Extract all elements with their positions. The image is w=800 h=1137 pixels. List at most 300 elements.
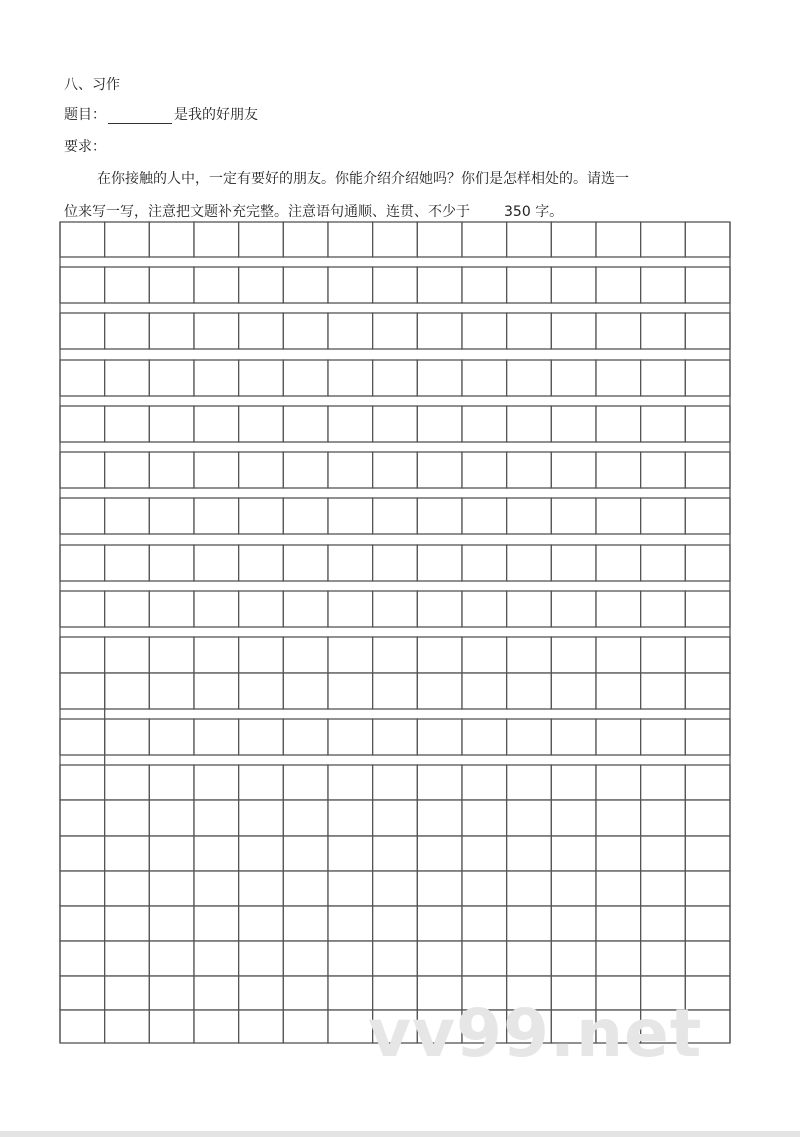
grid-cell[interactable] bbox=[685, 906, 730, 941]
grid-cell[interactable] bbox=[373, 836, 418, 871]
grid-cell[interactable] bbox=[194, 976, 239, 1010]
grid-cell[interactable] bbox=[60, 360, 105, 396]
grid-cell[interactable] bbox=[373, 545, 418, 581]
grid-cell[interactable] bbox=[149, 765, 194, 800]
grid-cell[interactable] bbox=[194, 267, 239, 303]
grid-cell[interactable] bbox=[641, 941, 686, 976]
grid-cell[interactable] bbox=[462, 452, 507, 488]
grid-cell[interactable] bbox=[462, 800, 507, 836]
grid-row[interactable] bbox=[60, 637, 730, 673]
grid-row[interactable] bbox=[60, 452, 730, 488]
grid-cell[interactable] bbox=[283, 836, 328, 871]
grid-cell[interactable] bbox=[60, 498, 105, 534]
grid-cell[interactable] bbox=[328, 836, 373, 871]
grid-cell[interactable] bbox=[239, 906, 284, 941]
grid-cell[interactable] bbox=[194, 719, 239, 755]
grid-cell[interactable] bbox=[328, 976, 373, 1010]
grid-row[interactable] bbox=[60, 406, 730, 442]
grid-cell[interactable] bbox=[507, 637, 552, 673]
grid-cell[interactable] bbox=[417, 267, 462, 303]
grid-cell[interactable] bbox=[462, 637, 507, 673]
grid-cell[interactable] bbox=[283, 941, 328, 976]
grid-cell[interactable] bbox=[373, 452, 418, 488]
grid-cell[interactable] bbox=[283, 906, 328, 941]
grid-cell[interactable] bbox=[551, 498, 596, 534]
grid-cell[interactable] bbox=[596, 673, 641, 709]
grid-cell[interactable] bbox=[507, 313, 552, 349]
grid-cell[interactable] bbox=[239, 976, 284, 1010]
grid-cell[interactable] bbox=[596, 906, 641, 941]
grid-cell[interactable] bbox=[60, 871, 105, 906]
grid-cell[interactable] bbox=[194, 406, 239, 442]
grid-cell[interactable] bbox=[462, 765, 507, 800]
grid-cell[interactable] bbox=[149, 871, 194, 906]
grid-cell[interactable] bbox=[685, 498, 730, 534]
grid-cell[interactable] bbox=[194, 871, 239, 906]
grid-cell[interactable] bbox=[641, 360, 686, 396]
grid-cell[interactable] bbox=[105, 545, 150, 581]
grid-cell[interactable] bbox=[60, 1010, 105, 1043]
grid-cell[interactable] bbox=[105, 498, 150, 534]
grid-cell[interactable] bbox=[641, 836, 686, 871]
grid-cell[interactable] bbox=[105, 591, 150, 627]
grid-cell[interactable] bbox=[596, 871, 641, 906]
grid-cell[interactable] bbox=[239, 452, 284, 488]
grid-cell[interactable] bbox=[149, 906, 194, 941]
grid-cell[interactable] bbox=[417, 452, 462, 488]
grid-cell[interactable] bbox=[194, 673, 239, 709]
grid-cell[interactable] bbox=[328, 406, 373, 442]
grid-cell[interactable] bbox=[239, 222, 284, 257]
grid-cell[interactable] bbox=[507, 800, 552, 836]
grid-cell[interactable] bbox=[239, 941, 284, 976]
grid-cell[interactable] bbox=[685, 406, 730, 442]
grid-cell[interactable] bbox=[283, 591, 328, 627]
grid-cell[interactable] bbox=[417, 313, 462, 349]
grid-cell[interactable] bbox=[194, 836, 239, 871]
grid-cell[interactable] bbox=[462, 360, 507, 396]
grid-cell[interactable] bbox=[373, 637, 418, 673]
grid-cell[interactable] bbox=[641, 498, 686, 534]
grid-row[interactable] bbox=[60, 222, 730, 257]
grid-cell[interactable] bbox=[507, 591, 552, 627]
grid-cell[interactable] bbox=[462, 941, 507, 976]
grid-cell[interactable] bbox=[105, 765, 150, 800]
grid-cell[interactable] bbox=[417, 360, 462, 396]
grid-cell[interactable] bbox=[149, 1010, 194, 1043]
grid-cell[interactable] bbox=[149, 222, 194, 257]
grid-cell[interactable] bbox=[328, 591, 373, 627]
grid-cell[interactable] bbox=[462, 591, 507, 627]
grid-cell[interactable] bbox=[373, 498, 418, 534]
grid-cell[interactable] bbox=[417, 719, 462, 755]
grid-cell[interactable] bbox=[239, 313, 284, 349]
grid-row[interactable] bbox=[60, 800, 730, 836]
grid-row[interactable] bbox=[60, 906, 730, 941]
grid-cell[interactable] bbox=[60, 673, 105, 709]
grid-cell[interactable] bbox=[239, 637, 284, 673]
grid-cell[interactable] bbox=[507, 765, 552, 800]
grid-cell[interactable] bbox=[373, 673, 418, 709]
grid-cell[interactable] bbox=[685, 871, 730, 906]
grid-row[interactable] bbox=[60, 591, 730, 627]
grid-cell[interactable] bbox=[462, 267, 507, 303]
grid-cell[interactable] bbox=[551, 836, 596, 871]
grid-row[interactable] bbox=[60, 498, 730, 534]
grid-cell[interactable] bbox=[596, 222, 641, 257]
grid-cell[interactable] bbox=[462, 906, 507, 941]
grid-cell[interactable] bbox=[149, 976, 194, 1010]
grid-cell[interactable] bbox=[373, 765, 418, 800]
grid-cell[interactable] bbox=[641, 719, 686, 755]
grid-cell[interactable] bbox=[373, 591, 418, 627]
grid-cell[interactable] bbox=[417, 800, 462, 836]
grid-row[interactable] bbox=[60, 836, 730, 871]
grid-cell[interactable] bbox=[596, 800, 641, 836]
grid-cell[interactable] bbox=[641, 765, 686, 800]
grid-cell[interactable] bbox=[417, 545, 462, 581]
grid-cell[interactable] bbox=[507, 452, 552, 488]
grid-cell[interactable] bbox=[685, 637, 730, 673]
grid-cell[interactable] bbox=[328, 222, 373, 257]
grid-cell[interactable] bbox=[239, 765, 284, 800]
grid-cell[interactable] bbox=[462, 871, 507, 906]
grid-cell[interactable] bbox=[149, 360, 194, 396]
grid-cell[interactable] bbox=[239, 406, 284, 442]
grid-cell[interactable] bbox=[685, 836, 730, 871]
grid-cell[interactable] bbox=[417, 871, 462, 906]
grid-cell[interactable] bbox=[328, 719, 373, 755]
grid-row[interactable] bbox=[60, 871, 730, 906]
grid-row[interactable] bbox=[60, 941, 730, 976]
grid-cell[interactable] bbox=[596, 360, 641, 396]
grid-cell[interactable] bbox=[685, 545, 730, 581]
grid-cell[interactable] bbox=[551, 267, 596, 303]
grid-cell[interactable] bbox=[60, 591, 105, 627]
grid-cell[interactable] bbox=[596, 719, 641, 755]
grid-cell[interactable] bbox=[149, 673, 194, 709]
grid-cell[interactable] bbox=[283, 673, 328, 709]
grid-row[interactable] bbox=[60, 765, 730, 800]
grid-cell[interactable] bbox=[328, 871, 373, 906]
grid-cell[interactable] bbox=[641, 871, 686, 906]
grid-cell[interactable] bbox=[596, 591, 641, 627]
grid-cell[interactable] bbox=[328, 637, 373, 673]
grid-cell[interactable] bbox=[239, 673, 284, 709]
grid-cell[interactable] bbox=[373, 906, 418, 941]
grid-cell[interactable] bbox=[239, 1010, 284, 1043]
grid-cell[interactable] bbox=[328, 765, 373, 800]
grid-cell[interactable] bbox=[417, 941, 462, 976]
grid-cell[interactable] bbox=[194, 1010, 239, 1043]
grid-cell[interactable] bbox=[105, 267, 150, 303]
grid-cell[interactable] bbox=[105, 941, 150, 976]
grid-cell[interactable] bbox=[507, 719, 552, 755]
grid-cell[interactable] bbox=[105, 360, 150, 396]
grid-cell[interactable] bbox=[283, 360, 328, 396]
grid-cell[interactable] bbox=[105, 1010, 150, 1043]
grid-cell[interactable] bbox=[105, 222, 150, 257]
grid-cell[interactable] bbox=[373, 360, 418, 396]
grid-row[interactable] bbox=[60, 267, 730, 303]
grid-cell[interactable] bbox=[149, 313, 194, 349]
grid-row[interactable] bbox=[60, 673, 730, 709]
grid-cell[interactable] bbox=[283, 267, 328, 303]
grid-cell[interactable] bbox=[373, 871, 418, 906]
grid-cell[interactable] bbox=[641, 267, 686, 303]
grid-cell[interactable] bbox=[596, 765, 641, 800]
grid-cell[interactable] bbox=[685, 360, 730, 396]
grid-cell[interactable] bbox=[194, 498, 239, 534]
grid-cell[interactable] bbox=[194, 765, 239, 800]
grid-cell[interactable] bbox=[462, 498, 507, 534]
grid-cell[interactable] bbox=[328, 360, 373, 396]
grid-row[interactable] bbox=[60, 313, 730, 349]
grid-cell[interactable] bbox=[551, 545, 596, 581]
grid-cell[interactable] bbox=[60, 836, 105, 871]
grid-cell[interactable] bbox=[507, 406, 552, 442]
grid-cell[interactable] bbox=[105, 406, 150, 442]
grid-cell[interactable] bbox=[194, 452, 239, 488]
grid-cell[interactable] bbox=[685, 719, 730, 755]
grid-cell[interactable] bbox=[373, 313, 418, 349]
grid-cell[interactable] bbox=[685, 452, 730, 488]
grid-cell[interactable] bbox=[283, 1010, 328, 1043]
grid-cell[interactable] bbox=[551, 360, 596, 396]
grid-cell[interactable] bbox=[641, 906, 686, 941]
grid-cell[interactable] bbox=[596, 406, 641, 442]
grid-cell[interactable] bbox=[60, 719, 105, 755]
grid-cell[interactable] bbox=[641, 406, 686, 442]
grid-cell[interactable] bbox=[239, 591, 284, 627]
grid-cell[interactable] bbox=[239, 836, 284, 871]
grid-cell[interactable] bbox=[149, 406, 194, 442]
grid-cell[interactable] bbox=[328, 313, 373, 349]
grid-cell[interactable] bbox=[551, 406, 596, 442]
grid-cell[interactable] bbox=[417, 906, 462, 941]
grid-cell[interactable] bbox=[462, 222, 507, 257]
grid-cell[interactable] bbox=[194, 800, 239, 836]
grid-cell[interactable] bbox=[283, 498, 328, 534]
grid-cell[interactable] bbox=[685, 941, 730, 976]
grid-cell[interactable] bbox=[283, 222, 328, 257]
grid-cell[interactable] bbox=[551, 313, 596, 349]
grid-cell[interactable] bbox=[239, 719, 284, 755]
grid-cell[interactable] bbox=[60, 765, 105, 800]
grid-cell[interactable] bbox=[105, 906, 150, 941]
grid-cell[interactable] bbox=[596, 313, 641, 349]
grid-cell[interactable] bbox=[462, 406, 507, 442]
grid-cell[interactable] bbox=[328, 906, 373, 941]
grid-cell[interactable] bbox=[417, 591, 462, 627]
grid-cell[interactable] bbox=[105, 637, 150, 673]
grid-cell[interactable] bbox=[239, 267, 284, 303]
grid-cell[interactable] bbox=[239, 800, 284, 836]
grid-cell[interactable] bbox=[60, 637, 105, 673]
grid-cell[interactable] bbox=[551, 452, 596, 488]
grid-cell[interactable] bbox=[551, 800, 596, 836]
grid-cell[interactable] bbox=[507, 673, 552, 709]
grid-cell[interactable] bbox=[417, 406, 462, 442]
grid-cell[interactable] bbox=[551, 719, 596, 755]
grid-cell[interactable] bbox=[685, 765, 730, 800]
grid-cell[interactable] bbox=[462, 313, 507, 349]
grid-cell[interactable] bbox=[685, 313, 730, 349]
grid-cell[interactable] bbox=[596, 941, 641, 976]
grid-cell[interactable] bbox=[60, 545, 105, 581]
grid-cell[interactable] bbox=[149, 637, 194, 673]
grid-cell[interactable] bbox=[149, 941, 194, 976]
grid-cell[interactable] bbox=[641, 591, 686, 627]
grid-cell[interactable] bbox=[328, 1010, 373, 1043]
grid-cell[interactable] bbox=[373, 719, 418, 755]
grid-cell[interactable] bbox=[685, 591, 730, 627]
grid-cell[interactable] bbox=[105, 976, 150, 1010]
grid-cell[interactable] bbox=[283, 313, 328, 349]
grid-cell[interactable] bbox=[328, 452, 373, 488]
grid-cell[interactable] bbox=[149, 452, 194, 488]
grid-cell[interactable] bbox=[373, 267, 418, 303]
grid-cell[interactable] bbox=[507, 941, 552, 976]
grid-cell[interactable] bbox=[105, 836, 150, 871]
grid-cell[interactable] bbox=[596, 637, 641, 673]
grid-cell[interactable] bbox=[551, 591, 596, 627]
grid-cell[interactable] bbox=[507, 545, 552, 581]
grid-cell[interactable] bbox=[149, 719, 194, 755]
grid-cell[interactable] bbox=[60, 267, 105, 303]
grid-cell[interactable] bbox=[596, 498, 641, 534]
grid-cell[interactable] bbox=[551, 673, 596, 709]
grid-cell[interactable] bbox=[685, 800, 730, 836]
grid-cell[interactable] bbox=[60, 452, 105, 488]
grid-cell[interactable] bbox=[417, 836, 462, 871]
grid-cell[interactable] bbox=[194, 360, 239, 396]
grid-cell[interactable] bbox=[462, 836, 507, 871]
grid-cell[interactable] bbox=[149, 836, 194, 871]
grid-cell[interactable] bbox=[417, 498, 462, 534]
grid-cell[interactable] bbox=[105, 871, 150, 906]
grid-cell[interactable] bbox=[149, 591, 194, 627]
grid-cell[interactable] bbox=[641, 452, 686, 488]
grid-cell[interactable] bbox=[685, 222, 730, 257]
grid-cell[interactable] bbox=[105, 452, 150, 488]
grid-cell[interactable] bbox=[283, 765, 328, 800]
grid-cell[interactable] bbox=[596, 267, 641, 303]
grid-cell[interactable] bbox=[105, 313, 150, 349]
grid-cell[interactable] bbox=[239, 498, 284, 534]
grid-cell[interactable] bbox=[641, 637, 686, 673]
grid-cell[interactable] bbox=[328, 545, 373, 581]
grid-cell[interactable] bbox=[239, 545, 284, 581]
grid-cell[interactable] bbox=[551, 222, 596, 257]
grid-cell[interactable] bbox=[507, 222, 552, 257]
grid-cell[interactable] bbox=[373, 406, 418, 442]
grid-cell[interactable] bbox=[194, 222, 239, 257]
grid-cell[interactable] bbox=[507, 836, 552, 871]
grid-cell[interactable] bbox=[641, 222, 686, 257]
grid-row[interactable] bbox=[60, 719, 730, 755]
grid-cell[interactable] bbox=[60, 800, 105, 836]
grid-cell[interactable] bbox=[417, 222, 462, 257]
grid-cell[interactable] bbox=[373, 222, 418, 257]
grid-cell[interactable] bbox=[60, 222, 105, 257]
grid-cell[interactable] bbox=[373, 941, 418, 976]
grid-cell[interactable] bbox=[328, 800, 373, 836]
grid-cell[interactable] bbox=[194, 637, 239, 673]
grid-cell[interactable] bbox=[328, 673, 373, 709]
grid-cell[interactable] bbox=[641, 673, 686, 709]
grid-cell[interactable] bbox=[417, 765, 462, 800]
grid-cell[interactable] bbox=[283, 406, 328, 442]
grid-cell[interactable] bbox=[194, 591, 239, 627]
grid-cell[interactable] bbox=[194, 906, 239, 941]
grid-cell[interactable] bbox=[60, 906, 105, 941]
grid-cell[interactable] bbox=[105, 673, 150, 709]
grid-row[interactable] bbox=[60, 545, 730, 581]
grid-cell[interactable] bbox=[283, 545, 328, 581]
grid-cell[interactable] bbox=[149, 498, 194, 534]
grid-cell[interactable] bbox=[105, 719, 150, 755]
grid-cell[interactable] bbox=[596, 836, 641, 871]
grid-cell[interactable] bbox=[239, 871, 284, 906]
grid-cell[interactable] bbox=[60, 406, 105, 442]
grid-cell[interactable] bbox=[551, 637, 596, 673]
grid-cell[interactable] bbox=[641, 313, 686, 349]
grid-cell[interactable] bbox=[507, 906, 552, 941]
grid-cell[interactable] bbox=[685, 673, 730, 709]
grid-cell[interactable] bbox=[641, 800, 686, 836]
grid-cell[interactable] bbox=[596, 452, 641, 488]
grid-cell[interactable] bbox=[507, 267, 552, 303]
grid-cell[interactable] bbox=[417, 637, 462, 673]
grid-cell[interactable] bbox=[283, 719, 328, 755]
grid-cell[interactable] bbox=[194, 545, 239, 581]
grid-cell[interactable] bbox=[283, 976, 328, 1010]
grid-cell[interactable] bbox=[417, 673, 462, 709]
grid-cell[interactable] bbox=[507, 871, 552, 906]
grid-cell[interactable] bbox=[551, 941, 596, 976]
grid-cell[interactable] bbox=[149, 800, 194, 836]
grid-cell[interactable] bbox=[328, 941, 373, 976]
grid-cell[interactable] bbox=[551, 765, 596, 800]
grid-cell[interactable] bbox=[507, 498, 552, 534]
grid-cell[interactable] bbox=[685, 267, 730, 303]
grid-cell[interactable] bbox=[596, 545, 641, 581]
grid-cell[interactable] bbox=[328, 267, 373, 303]
grid-cell[interactable] bbox=[149, 545, 194, 581]
grid-cell[interactable] bbox=[462, 673, 507, 709]
grid-cell[interactable] bbox=[60, 941, 105, 976]
grid-cell[interactable] bbox=[328, 498, 373, 534]
grid-cell[interactable] bbox=[105, 800, 150, 836]
grid-cell[interactable] bbox=[194, 313, 239, 349]
grid-cell[interactable] bbox=[60, 976, 105, 1010]
grid-cell[interactable] bbox=[373, 800, 418, 836]
grid-cell[interactable] bbox=[194, 941, 239, 976]
grid-cell[interactable] bbox=[239, 360, 284, 396]
grid-cell[interactable] bbox=[551, 906, 596, 941]
grid-cell[interactable] bbox=[462, 719, 507, 755]
grid-cell[interactable] bbox=[283, 637, 328, 673]
grid-cell[interactable] bbox=[283, 452, 328, 488]
grid-cell[interactable] bbox=[149, 267, 194, 303]
grid-cell[interactable] bbox=[507, 360, 552, 396]
grid-cell[interactable] bbox=[462, 545, 507, 581]
grid-cell[interactable] bbox=[283, 800, 328, 836]
grid-cell[interactable] bbox=[283, 871, 328, 906]
grid-cell[interactable] bbox=[641, 545, 686, 581]
grid-row[interactable] bbox=[60, 360, 730, 396]
